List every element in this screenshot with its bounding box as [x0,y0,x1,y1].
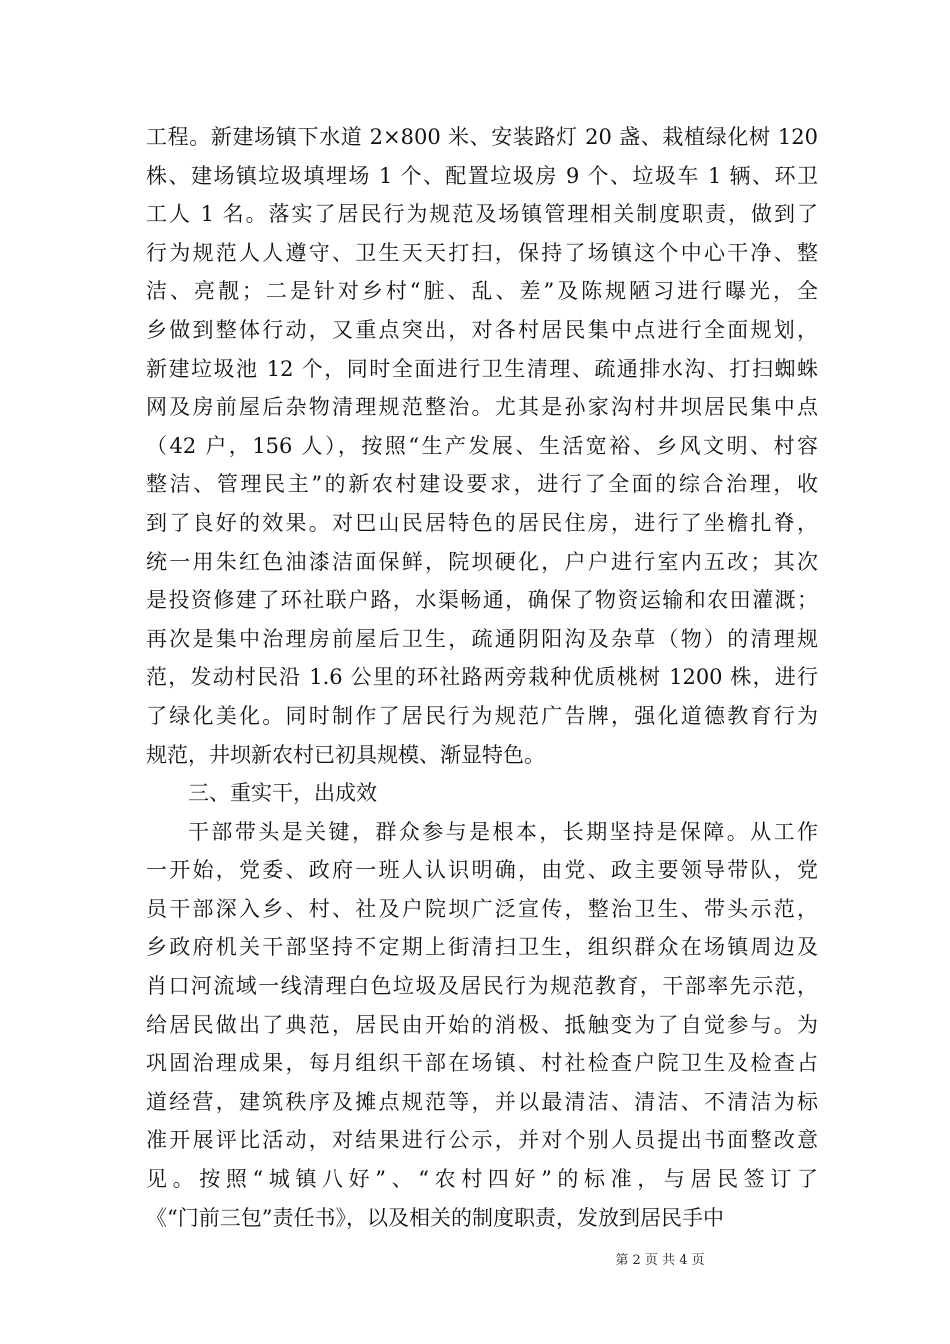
text-line: 给居民做出了典范，居民由开始的消极、抵触变为了自觉参与。为 [146,1012,818,1037]
text-line: 范，发动村民沿 1.6 公里的环社路两旁栽种优质桃树 1200 株，进行 [146,665,818,690]
text-line: 再次是集中治理房前屋后卫生，疏通阴阳沟及杂草（物）的清理规 [146,626,818,651]
text-line: 到了良好的效果。对巴山民居特色的居民住房，进行了坐檐扎脊， [146,510,818,535]
paragraph [146,118,818,774]
text-line: 工程。新建场镇下水道 2×800 米、安装路灯 20 盏、栽植绿化树 120 [146,125,818,149]
text-line: 乡做到整体行动，又重点突出，对各村居民集中点进行全面规划， [146,317,818,342]
text-line: 了绿化美化。同时制作了居民行为规范广告牌，强化道德教育行为 [146,703,818,728]
text-line: 是投资修建了环社联户路，水渠畅通，确保了物资运输和农田灌溉； [146,588,818,613]
text-line: （42 户，156 人），按照“生产发展、生活宽裕、乡风文明、村容 [146,433,818,458]
text-line: 一开始，党委、政府一班人认识明确，由党、政主要领导带队，党 [146,858,818,883]
page-number-footer: 第 2 页 共 4 页 [615,1253,705,1268]
text-line: 新建垃圾池 12 个，同时全面进行卫生清理、疏通排水沟、打扫蜘蛛 [146,356,818,381]
text-line: 《“门前三包”责任书》，以及相关的制度职责，发放到居民手中 [146,1205,724,1230]
text-line: 整洁、管理民主”的新农村建设要求，进行了全面的综合治理，收 [146,472,818,497]
text-line: 株、建场镇垃圾填埋场 1 个、配置垃圾房 9 个、垃圾车 1 辆、环卫 [146,163,818,188]
text-line: 规范，井坝新农村已初具规模、渐显特色。 [146,742,545,767]
paragraph [146,813,818,1238]
text-line: 工人 1 名。落实了居民行为规范及场镇管理相关制度职责，做到了 [146,202,818,227]
text-line: 网及房前屋后杂物清理规范整治。尤其是孙家沟村井坝居民集中点 [146,395,818,420]
text-line: 统一用朱红色油漆洁面保鲜，院坝硬化，户户进行室内五改；其次 [146,549,818,574]
text-line: 肖口河流域一线清理白色垃圾及居民行为规范教育，干部率先示范， [146,974,818,999]
text-line: 干部带头是关键，群众参与是根本，长期坚持是保障。从工作 [188,819,818,844]
text-line: 道经营，建筑秩序及摊点规范等，并以最清洁、清洁、不清洁为标 [146,1089,818,1114]
text-line: 准开展评比活动，对结果进行公示，并对个别人员提出书面整改意 [146,1128,818,1153]
text-line: 行为规范人人遵守、卫生天天打扫，保持了场镇这个中心干净、整 [146,240,818,265]
text-line: 巩固治理成果，每月组织干部在场镇、村社检查户院卫生及检查占 [146,1051,818,1076]
document-body [146,118,818,1237]
text-line: 洁、亮靓；二是针对乡村“脏、乱、差”及陈规陋习进行曝光，全 [146,279,818,304]
text-line: 见。按照“城镇八好”、“农村四好”的标准，与居民签订了 [146,1167,818,1192]
text-line: 乡政府机关干部坚持不定期上街清扫卫生，组织群众在场镇周边及 [146,935,818,960]
section-heading: 三、重实干，出成效 [188,781,377,806]
text-line: 员干部深入乡、村、社及户院坝广泛宣传，整治卫生、带头示范， [146,896,818,921]
